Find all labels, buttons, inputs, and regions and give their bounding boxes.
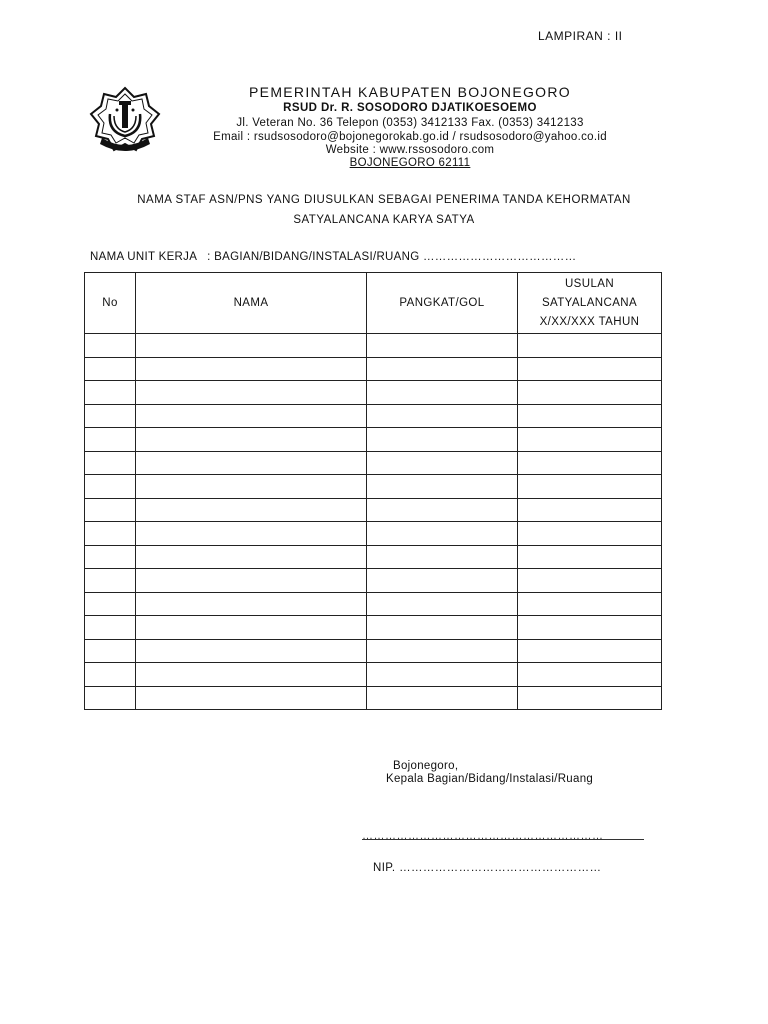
no-cell [85, 334, 136, 358]
lampiran-label: LAMPIRAN : II [538, 29, 623, 43]
nama-cell [136, 663, 367, 687]
no-cell [85, 545, 136, 569]
table-row [85, 475, 662, 499]
unit-kerja-label: NAMA UNIT KERJA [90, 251, 198, 263]
table-row [85, 428, 662, 452]
header-usulan-line1: USULAN [564, 277, 615, 290]
header-nama: NAMA [136, 273, 367, 334]
usulan-cell [518, 381, 662, 405]
header-usulan [518, 273, 662, 334]
no-cell [85, 381, 136, 405]
no-cell [85, 663, 136, 687]
no-cell [85, 639, 136, 663]
no-cell [85, 428, 136, 452]
table-row [85, 616, 662, 640]
usulan-cell [518, 428, 662, 452]
usulan-cell [518, 545, 662, 569]
nama-cell [136, 404, 367, 428]
pangkat-cell [367, 592, 518, 616]
nama-cell [136, 357, 367, 381]
usulan-cell [518, 334, 662, 358]
no-cell [85, 357, 136, 381]
table-row [85, 592, 662, 616]
no-cell [85, 451, 136, 475]
usulan-cell [518, 522, 662, 546]
no-cell [85, 475, 136, 499]
no-cell [85, 522, 136, 546]
table-body [85, 334, 662, 710]
nama-cell [136, 475, 367, 499]
no-cell [85, 616, 136, 640]
no-cell [85, 592, 136, 616]
no-cell [85, 404, 136, 428]
unit-kerja-value: : BAGIAN/BIDANG/INSTALASI/RUANG ………………………………… [207, 251, 577, 263]
pangkat-cell [367, 545, 518, 569]
pangkat-cell [367, 522, 518, 546]
table-row [85, 522, 662, 546]
usulan-cell [518, 498, 662, 522]
usulan-cell [518, 639, 662, 663]
nama-cell [136, 498, 367, 522]
table-row [85, 498, 662, 522]
no-cell [85, 686, 136, 710]
nama-cell [136, 569, 367, 593]
table-row [85, 569, 662, 593]
unit-kerja-row [90, 251, 576, 263]
nama-cell [136, 545, 367, 569]
usulan-cell [518, 404, 662, 428]
pangkat-cell [367, 569, 518, 593]
nama-cell [136, 451, 367, 475]
nama-cell [136, 428, 367, 452]
hospital-email: Email : rsudsosodoro@bojonegorokab.go.id / rsudsosodoro@yahoo.co.id [213, 131, 607, 143]
table-header-row [85, 273, 662, 334]
usulan-cell [518, 475, 662, 499]
nominee-table [84, 272, 662, 710]
usulan-cell [518, 357, 662, 381]
hospital-city: BOJONEGORO 62111 [349, 157, 471, 169]
signature-city-date: Bojonegoro, [393, 760, 459, 772]
pangkat-cell [367, 381, 518, 405]
form-title-line2: SATYALANCANA KARYA SATYA [293, 214, 475, 226]
form-title-line1: NAMA STAF ASN/PNS YANG DIUSULKAN SEBAGAI PENERIMA TANDA KEHORMATAN [137, 194, 631, 206]
pangkat-cell [367, 663, 518, 687]
signature-underline [362, 839, 644, 840]
table-row [85, 451, 662, 475]
nama-cell [136, 334, 367, 358]
nama-cell [136, 592, 367, 616]
header-no: No [85, 273, 136, 334]
kabupaten-emblem-icon [88, 86, 162, 158]
table-row [85, 545, 662, 569]
usulan-cell [518, 451, 662, 475]
header-usulan-line3: X/XX/XXX TAHUN [539, 315, 640, 328]
table-row [85, 686, 662, 710]
hospital-name: RSUD Dr. R. SOSODORO DJATIKOESOEMO [283, 102, 537, 114]
header-usulan-line2: SATYALANCANA [541, 296, 638, 309]
pangkat-cell [367, 451, 518, 475]
usulan-cell [518, 663, 662, 687]
pangkat-cell [367, 686, 518, 710]
hospital-website: Website : www.rssosodoro.com [325, 144, 495, 156]
signature-name-placeholder: ……………………………………………………… [362, 830, 604, 842]
nama-cell [136, 522, 367, 546]
pangkat-cell [367, 498, 518, 522]
usulan-cell [518, 569, 662, 593]
pangkat-cell [367, 616, 518, 640]
header-pangkat: PANGKAT/GOL [367, 273, 518, 334]
table-row [85, 357, 662, 381]
table-row [85, 334, 662, 358]
table-row [85, 639, 662, 663]
hospital-address: Jl. Veteran No. 36 Telepon (0353) 3412133 Fax. (0353) 3412133 [236, 117, 584, 129]
nama-cell [136, 616, 367, 640]
table-row [85, 663, 662, 687]
pangkat-cell [367, 357, 518, 381]
usulan-cell [518, 686, 662, 710]
usulan-cell [518, 592, 662, 616]
pangkat-cell [367, 428, 518, 452]
pangkat-cell [367, 404, 518, 428]
nama-cell [136, 686, 367, 710]
signature-role: Kepala Bagian/Bidang/Instalasi/Ruang [386, 773, 594, 785]
nama-cell [136, 639, 367, 663]
nama-cell [136, 381, 367, 405]
usulan-cell [518, 616, 662, 640]
pangkat-cell [367, 334, 518, 358]
table-row [85, 381, 662, 405]
no-cell [85, 498, 136, 522]
signature-nip: NIP. …………………………………………… [373, 862, 602, 874]
pangkat-cell [367, 475, 518, 499]
no-cell [85, 569, 136, 593]
pangkat-cell [367, 639, 518, 663]
table-row [85, 404, 662, 428]
government-name: PEMERINTAH KABUPATEN BOJONEGORO [249, 84, 571, 100]
